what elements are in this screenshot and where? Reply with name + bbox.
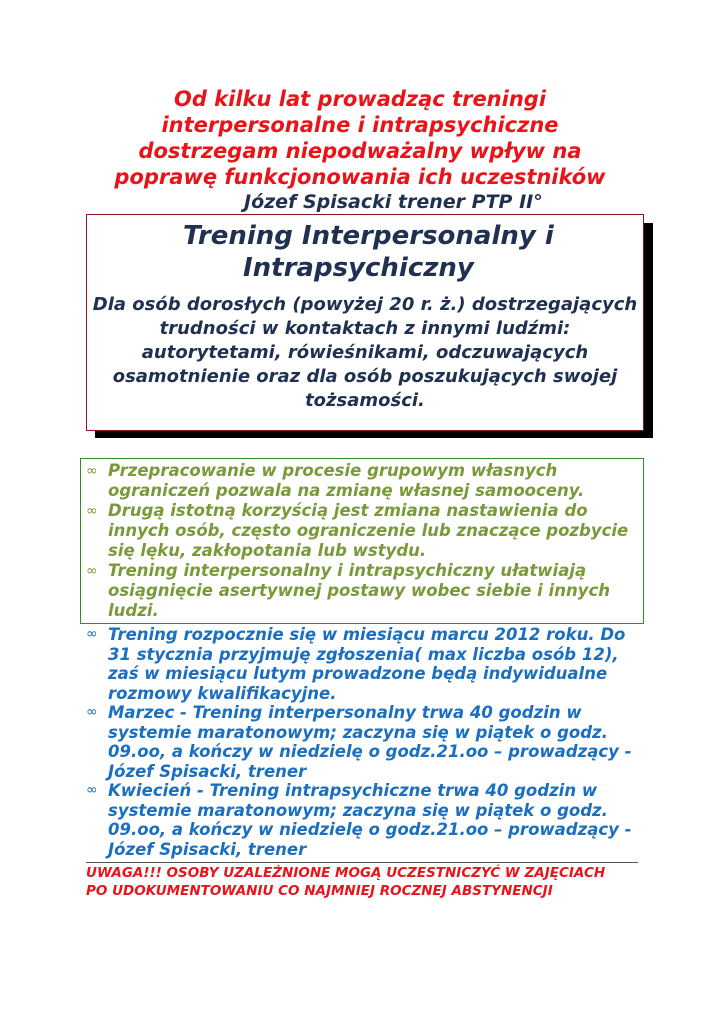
- title-box: [86, 214, 644, 431]
- quote-line: dostrzegam niepodważalny wpływ na: [138, 139, 582, 163]
- quote-line: interpersonalne i intrapsychiczne: [161, 113, 559, 137]
- title-line: Intrapsychiczny: [243, 253, 474, 283]
- schedule-list: [80, 625, 640, 859]
- list-item: ∞ Drugą istotną korzyścią jest zmiana nastawienia do innych osób, często ograniczenie lub znaczące pozbycie się lęku, zakłopotania lub wstydu.: [86, 501, 629, 560]
- infinity-bullet-icon: ∞: [86, 503, 98, 519]
- infinity-bullet-icon: ∞: [86, 626, 98, 642]
- infinity-bullet-icon: ∞: [86, 463, 98, 479]
- target-audience-text: Dla osób dorosłych (powyżej 20 r. ż.) dostrzegających trudności w kontaktach z innymi ludźmi: autorytetami, rówieśnikami, odczuwających osamotnienie oraz dla osób poszukujących swojej tożsamości.: [92, 294, 638, 411]
- list-item: ∞ Trening rozpocznie się w miesiącu marcu 2012 roku. Do 31 stycznia przyjmuję zgłoszenia( max liczba osób 12), zaś w miesiącu lutym prowadzone będą indywidualne rozmowy kwalifikacyjne.: [86, 625, 626, 703]
- infinity-bullet-icon: ∞: [86, 563, 98, 579]
- quote-line: Od kilku lat prowadząc treningi: [173, 87, 547, 111]
- list-item: ∞ Kwiecień - Trening intrapsychiczne trwa 40 godzin w systemie maratonowym; zaczyna się w piątek o godz. 09.oo, a kończy w niedzielę o godz.21.oo – prowadzący - Józef Spisacki, trener: [86, 781, 632, 859]
- divider: [86, 862, 638, 863]
- benefits-list: [80, 461, 640, 621]
- intro-quote: [90, 86, 630, 190]
- list-item: ∞ Marzec - Trening interpersonalny trwa 40 godzin w systemie maratonowym; zaczyna się w piątek o godz. 09.oo, a kończy w niedzielę o godz.21.oo – prowadzący - Józef Spisacki, trener: [86, 703, 632, 781]
- infinity-bullet-icon: ∞: [86, 782, 98, 798]
- warning-note: UWAGA!!! OSOBY UZALEŻNIONE MOGĄ UCZESTNICZYĆ W ZAJĘCIACH PO UDOKUMENTOWANIU CO NAJMNIEJ ROCZNEJ ABSTYNENCJI: [86, 865, 606, 899]
- infinity-bullet-icon: ∞: [86, 704, 98, 720]
- title-line: Trening Interpersonalny i: [183, 221, 554, 251]
- list-item: ∞ Trening interpersonalny i intrapsychiczny ułatwiają osiągnięcie asertywnej postawy wobec siebie i innych ludzi.: [86, 561, 610, 620]
- quote-author: Józef Spisacki trener PTP II°: [244, 191, 543, 213]
- quote-line: poprawę funkcjonowania ich uczestników: [114, 165, 606, 189]
- document-title: [183, 220, 603, 284]
- list-item: ∞ Przepracowanie w procesie grupowym własnych ograniczeń pozwala na zmianę własnej samooceny.: [86, 461, 585, 500]
